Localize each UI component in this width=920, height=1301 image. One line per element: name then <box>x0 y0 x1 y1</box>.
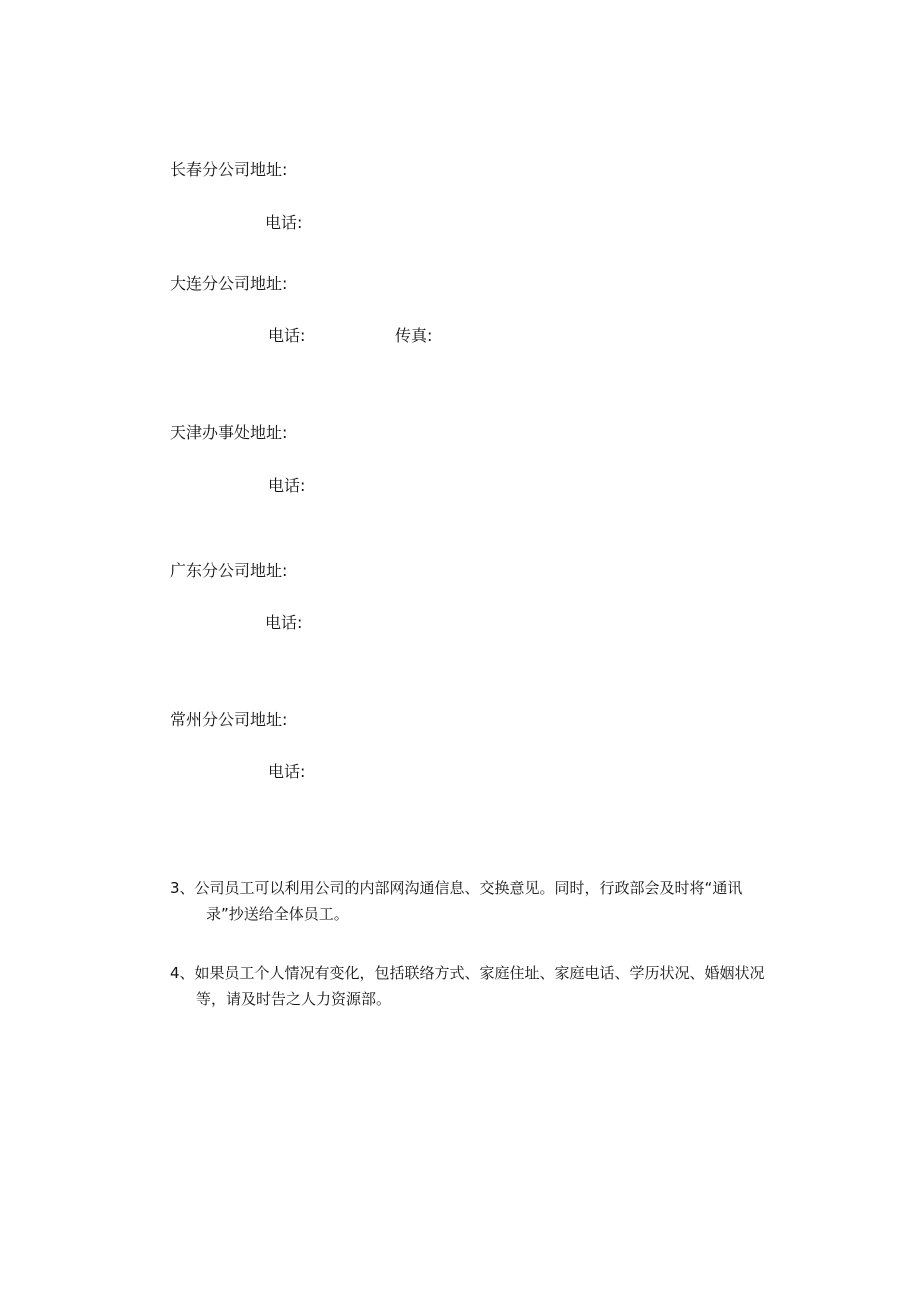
item-3-line-2: 录”抄送给全体员工。 <box>206 905 349 923</box>
changzhou-phone-label: 电话: <box>268 762 306 781</box>
dalian-address-label: 大连分公司地址: <box>170 274 288 293</box>
item-4-line-1: 4、如果员工个人情况有变化，包括联络方式、家庭住址、家庭电话、学历状况、婚姻状况 <box>170 964 765 982</box>
tianjin-phone-label: 电话: <box>268 476 306 495</box>
item-4-line-2: 等，请及时告之人力资源部。 <box>196 990 392 1008</box>
tianjin-address-label: 天津办事处地址: <box>170 423 288 442</box>
guangdong-address-label: 广东分公司地址: <box>170 561 288 580</box>
changchun-address-label: 长春分公司地址: <box>170 160 288 179</box>
guangdong-phone-label: 电话: <box>265 613 303 632</box>
changzhou-address-label: 常州分公司地址: <box>170 710 288 729</box>
item-4-paragraph <box>170 960 790 1012</box>
changchun-phone-label: 电话: <box>265 213 303 232</box>
dalian-phone-label: 电话: <box>268 326 306 345</box>
dalian-fax-label: 传真: <box>395 326 433 345</box>
item-3-line-1: 3、公司员工可以利用公司的内部网沟通信息、交换意见。同时，行政部会及时将“通讯 <box>170 879 743 897</box>
item-3-paragraph <box>170 875 790 927</box>
